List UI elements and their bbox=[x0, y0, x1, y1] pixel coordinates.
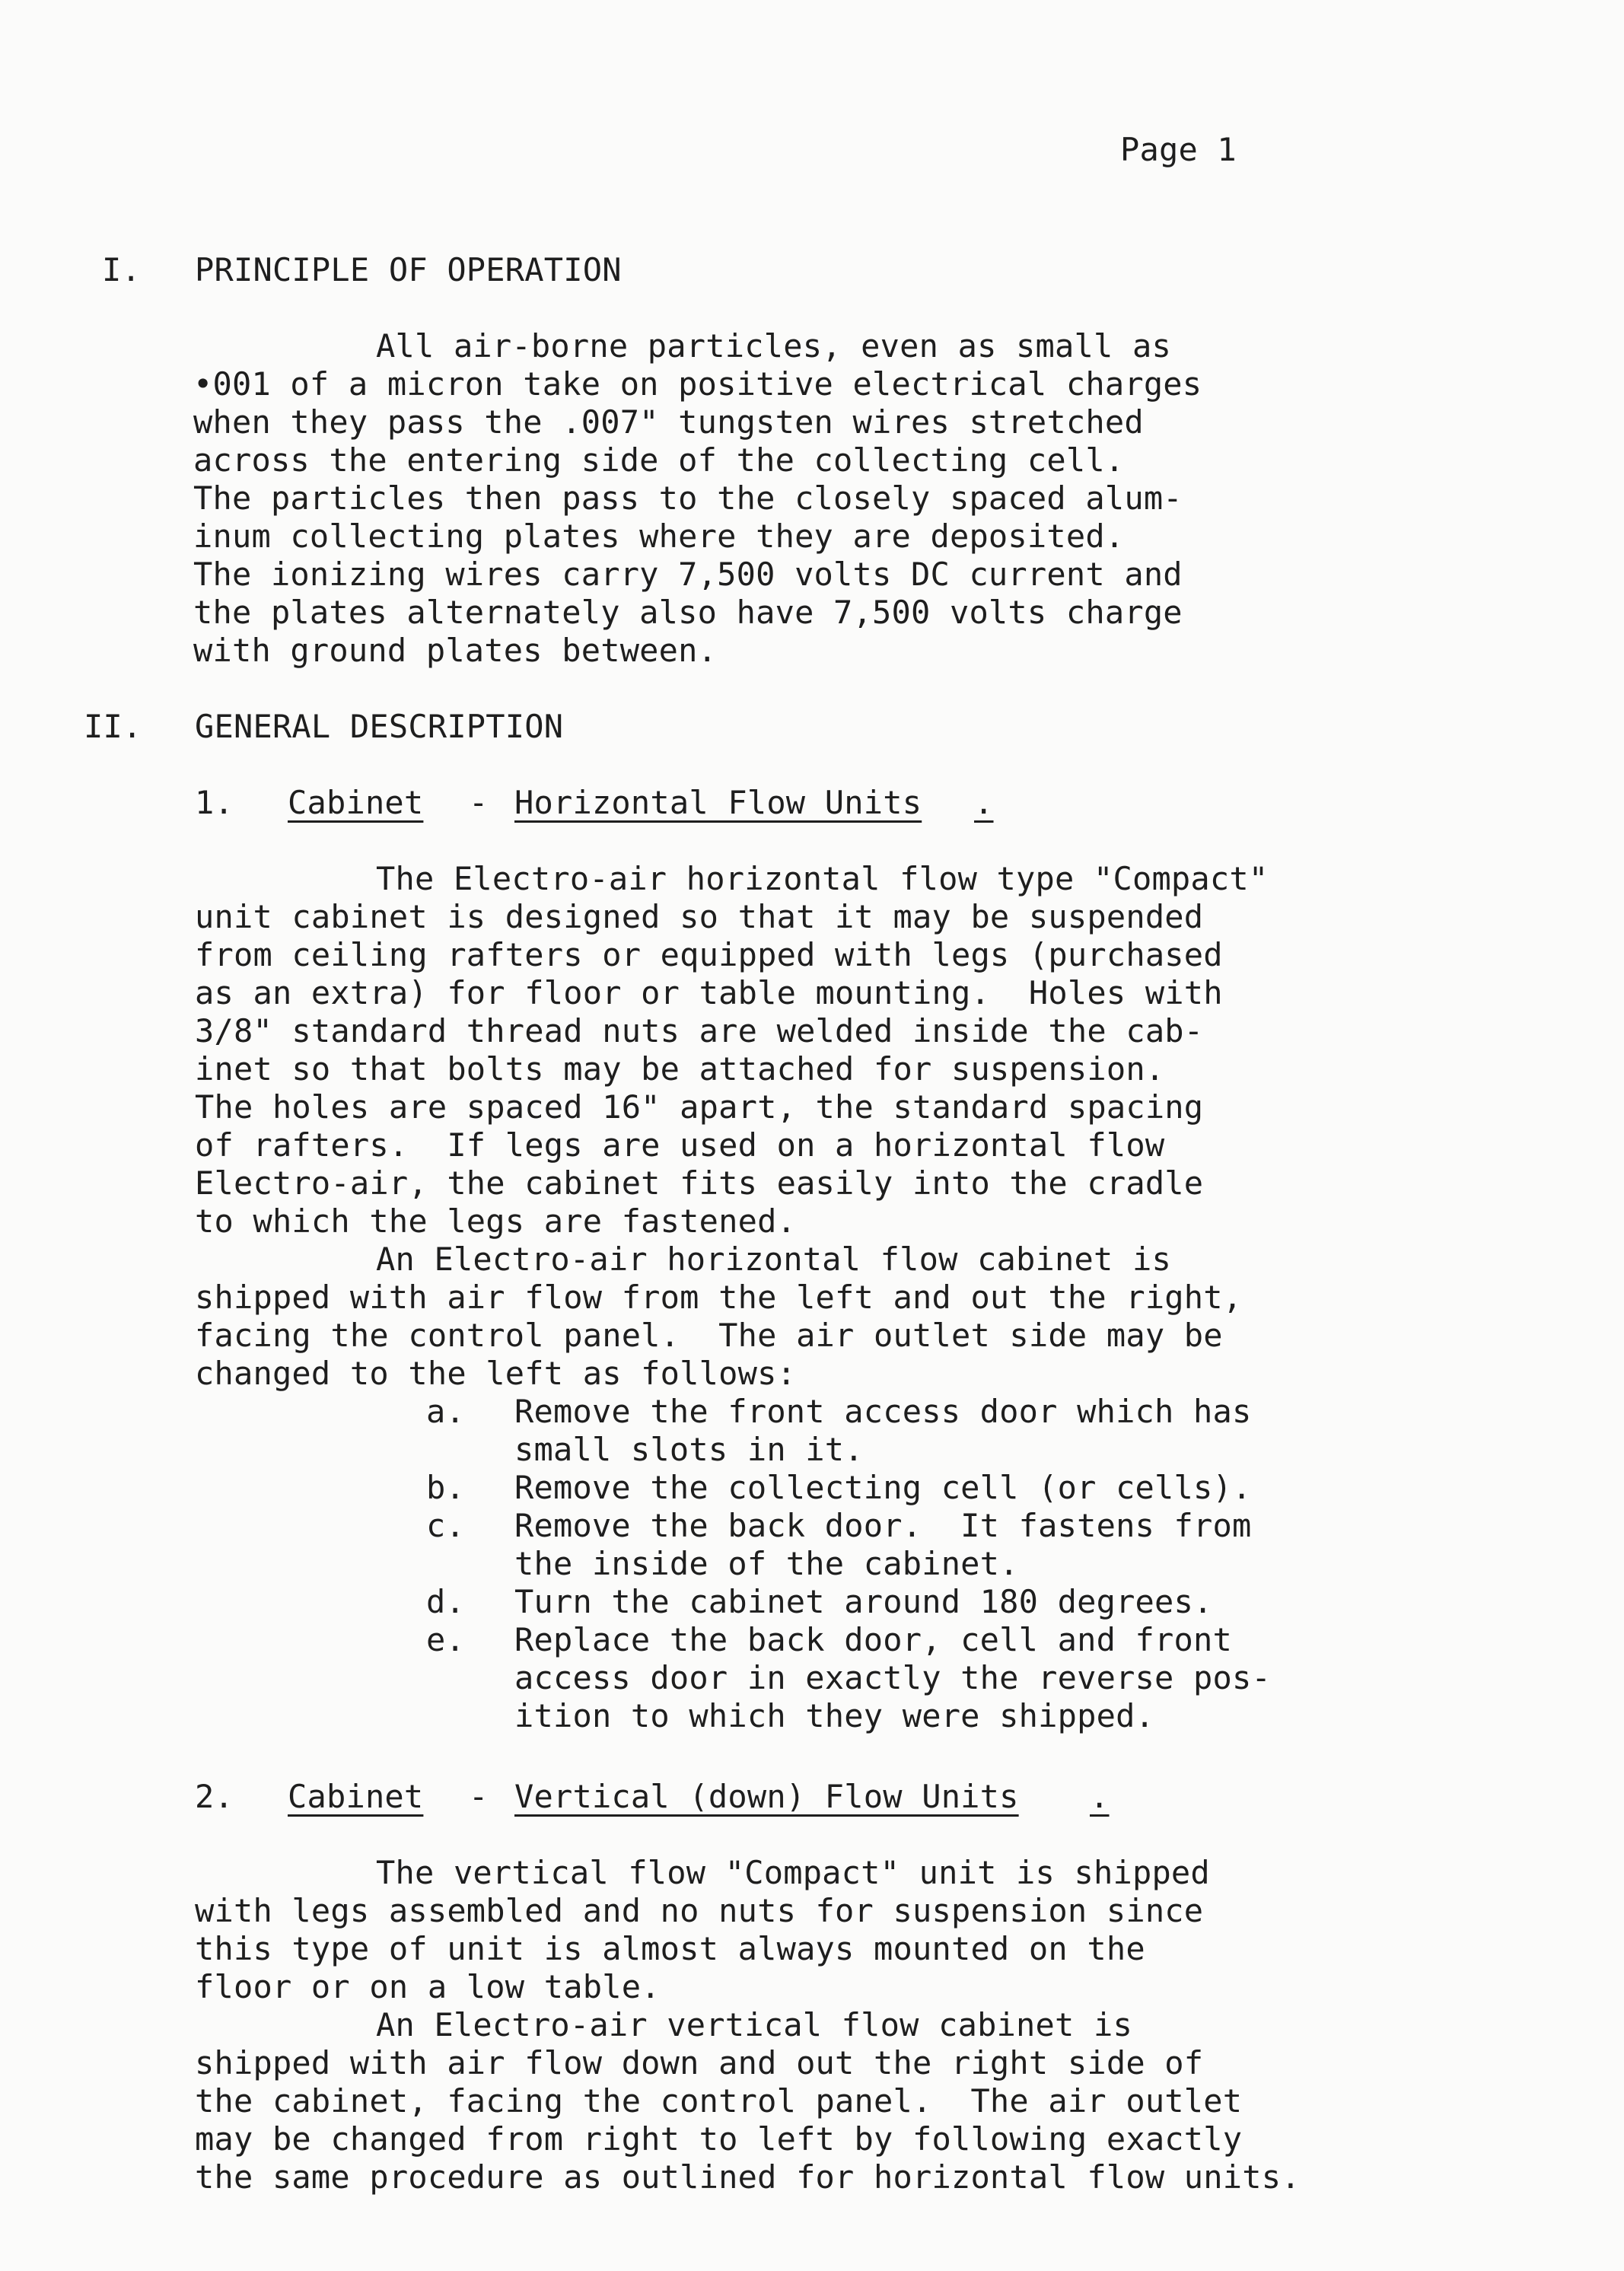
subsection-title-part: Horizontal Flow Units bbox=[514, 784, 922, 821]
paragraph-line: may be changed from right to left by following exactly bbox=[195, 2120, 1243, 2158]
step-line: access door in exactly the reverse pos- bbox=[514, 1659, 1271, 1696]
paragraph-line: •001 of a micron take on positive electrical charges bbox=[193, 365, 1202, 403]
paragraph-line: this type of unit is almost always mounted on the bbox=[195, 1930, 1145, 1967]
step-line: Replace the back door, cell and front bbox=[514, 1621, 1232, 1658]
paragraph-line: An Electro-air vertical flow cabinet is bbox=[376, 2006, 1132, 2043]
paragraph-line: The ionizing wires carry 7,500 volts DC current and bbox=[193, 556, 1183, 593]
paragraph-line: The Electro-air horizontal flow type "Compact" bbox=[376, 860, 1269, 897]
step-line: the inside of the cabinet. bbox=[514, 1545, 1019, 1582]
paragraph-line: from ceiling rafters or equipped with legs (purchased bbox=[195, 936, 1223, 973]
paragraph-line: inet so that bolts may be attached for suspension. bbox=[195, 1050, 1165, 1088]
subsection-title-part: Cabinet bbox=[288, 784, 424, 821]
subsection-title-part: Cabinet bbox=[288, 1778, 424, 1815]
paragraph-line: with ground plates between. bbox=[193, 632, 718, 669]
subsection-title-period: . bbox=[1090, 1778, 1110, 1815]
paragraph-line: The holes are spaced 16" apart, the standard spacing bbox=[195, 1088, 1204, 1126]
subsection-number: 1. bbox=[195, 784, 234, 821]
subsection-title-dash: - bbox=[469, 784, 489, 821]
paragraph-line: floor or on a low table. bbox=[195, 1968, 661, 2005]
paragraph-line: changed to the left as follows: bbox=[195, 1355, 797, 1392]
subsection-title-part: Vertical (down) Flow Units bbox=[514, 1778, 1019, 1815]
section-numeral: II. bbox=[84, 708, 142, 745]
paragraph-line: when they pass the .007" tungsten wires stretched bbox=[193, 403, 1144, 441]
paragraph-line: of rafters. If legs are used on a horizontal flow bbox=[195, 1126, 1165, 1164]
subsection-title-dash: - bbox=[469, 1778, 489, 1815]
paragraph-line: the same procedure as outlined for horizontal flow units. bbox=[195, 2158, 1301, 2196]
step-line: small slots in it. bbox=[514, 1431, 864, 1468]
paragraph-line: across the entering side of the collecting cell. bbox=[193, 441, 1125, 479]
step-letter: e. bbox=[426, 1621, 465, 1658]
step-line: Remove the back door. It fastens from bbox=[514, 1507, 1252, 1544]
paragraph-line: shipped with air flow down and out the right side of bbox=[195, 2044, 1204, 2081]
paragraph-line: The vertical flow "Compact" unit is shipped bbox=[376, 1854, 1210, 1891]
step-line: Remove the collecting cell (or cells). bbox=[514, 1469, 1252, 1506]
section-heading: GENERAL DESCRIPTION bbox=[195, 708, 564, 745]
paragraph-line: shipped with air flow from the left and out the right, bbox=[195, 1279, 1243, 1316]
paragraph-line: to which the legs are fastened. bbox=[195, 1202, 797, 1240]
step-line: Remove the front access door which has bbox=[514, 1393, 1252, 1430]
paragraph-line: unit cabinet is designed so that it may be suspended bbox=[195, 898, 1204, 935]
step-line: ition to which they were shipped. bbox=[514, 1697, 1155, 1734]
paragraph-line: facing the control panel. The air outlet side may be bbox=[195, 1317, 1223, 1354]
paragraph-line: 3/8" standard thread nuts are welded inside the cab- bbox=[195, 1012, 1204, 1050]
paragraph-line: An Electro-air horizontal flow cabinet is bbox=[376, 1241, 1171, 1278]
page-number: Page 1 bbox=[1120, 131, 1237, 168]
paragraph-line: as an extra) for floor or table mounting. Holes with bbox=[195, 974, 1223, 1011]
section-heading: PRINCIPLE OF OPERATION bbox=[195, 251, 622, 288]
paragraph-line: inum collecting plates where they are deposited. bbox=[193, 518, 1125, 555]
section-numeral: I. bbox=[102, 251, 141, 288]
step-letter: c. bbox=[426, 1507, 465, 1544]
paragraph-line: All air-borne particles, even as small as bbox=[376, 327, 1171, 365]
subsection-number: 2. bbox=[195, 1778, 234, 1815]
step-letter: d. bbox=[426, 1583, 465, 1620]
step-letter: a. bbox=[426, 1393, 465, 1430]
subsection-title-period: . bbox=[974, 784, 994, 821]
paragraph-line: the cabinet, facing the control panel. The air outlet bbox=[195, 2082, 1243, 2120]
paragraph-line: The particles then pass to the closely spaced alum- bbox=[193, 479, 1183, 517]
paragraph-line: the plates alternately also have 7,500 volts charge bbox=[193, 594, 1183, 631]
step-letter: b. bbox=[426, 1469, 465, 1506]
paragraph-line: with legs assembled and no nuts for suspension since bbox=[195, 1892, 1204, 1929]
step-line: Turn the cabinet around 180 degrees. bbox=[514, 1583, 1213, 1620]
paragraph-line: Electro-air, the cabinet fits easily into the cradle bbox=[195, 1164, 1204, 1202]
